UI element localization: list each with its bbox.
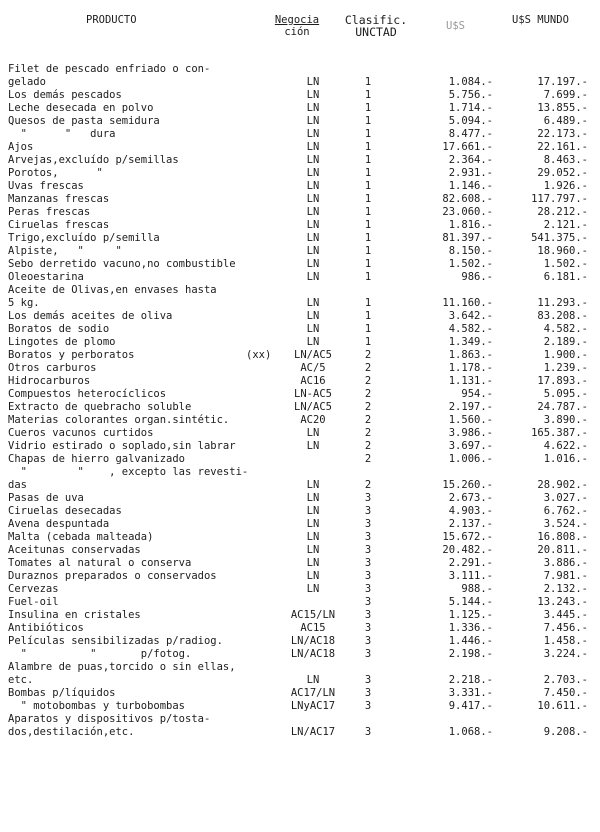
negociacion-cell: LN	[306, 492, 320, 504]
uss-cell: 4.903.-	[448, 505, 493, 517]
clasificacion-cell: 1	[364, 258, 372, 270]
table-row	[0, 102, 600, 115]
negociacion-cell: LN-AC5	[294, 388, 332, 400]
uss-cell: 2.931.-	[448, 167, 493, 179]
table-row	[0, 206, 600, 219]
table-row	[0, 583, 600, 596]
negociacion-cell: LN	[306, 336, 320, 348]
uss-cell: 3.697.-	[448, 440, 493, 452]
uss-mundo-cell: 18.960.-	[537, 245, 588, 257]
negociacion-cell: LN/AC18	[290, 635, 336, 647]
clasificacion-cell: 2	[364, 362, 372, 374]
clasificacion-cell: 1	[364, 128, 372, 140]
negociacion-cell: LN	[306, 258, 320, 270]
uss-cell: 1.446.-	[448, 635, 493, 647]
clasificacion-cell: 1	[364, 193, 372, 205]
clasificacion-cell: 1	[364, 115, 372, 127]
negociacion-cell: LN	[306, 193, 320, 205]
uss-cell: 81.397.-	[442, 232, 493, 244]
producto-cell: Malta (cebada malteada)	[8, 531, 154, 543]
producto-cell: Cervezas	[8, 583, 59, 595]
producto-cell: " " dura	[8, 128, 116, 140]
producto-cell: Peras frescas	[8, 206, 91, 218]
clasificacion-cell: 3	[364, 609, 372, 621]
clasificacion-cell: 1	[364, 245, 372, 257]
table-row	[0, 76, 600, 89]
producto-cell: Los demás aceites de oliva	[8, 310, 173, 322]
table-row	[0, 596, 600, 609]
negociacion-cell: LN	[306, 89, 320, 101]
producto-cell: Oleoestarina	[8, 271, 84, 283]
clasificacion-cell: 3	[364, 635, 372, 647]
table-row	[0, 336, 600, 349]
producto-cell: Bombas p/líquidos	[8, 687, 116, 699]
negociacion-cell: LN	[306, 674, 320, 686]
producto-cell: Uvas frescas	[8, 180, 84, 192]
table-row	[0, 323, 600, 336]
clasificacion-cell: 1	[364, 323, 372, 335]
clasificacion-cell: 1	[364, 141, 372, 153]
clasificacion-cell: 3	[364, 492, 372, 504]
producto-cell: Manzanas frescas	[8, 193, 110, 205]
uss-mundo-cell: 541.375.-	[531, 232, 588, 244]
table-row	[0, 570, 600, 583]
clasificacion-cell: 2	[364, 427, 372, 439]
uss-mundo-cell: 2.121.-	[543, 219, 588, 231]
uss-cell: 3.111.-	[448, 570, 493, 582]
table-row	[0, 479, 600, 492]
uss-cell: 5.756.-	[448, 89, 493, 101]
negociacion-cell: LN	[306, 427, 320, 439]
negociacion-cell: LN	[306, 180, 320, 192]
uss-cell: 23.060.-	[442, 206, 493, 218]
uss-mundo-cell: 1.502.-	[543, 258, 588, 270]
producto-cell: Compuestos heterocíclicos	[8, 388, 167, 400]
clasificacion-cell: 1	[364, 232, 372, 244]
table-row	[0, 362, 600, 375]
uss-cell: 1.125.-	[448, 609, 493, 621]
uss-cell: 2.673.-	[448, 492, 493, 504]
producto-cell: etc.	[8, 674, 34, 686]
negociacion-cell: LN	[306, 440, 320, 452]
table-row	[0, 349, 600, 362]
uss-mundo-cell: 4.582.-	[543, 323, 588, 335]
table-row	[0, 167, 600, 180]
producto-cell: " motobombas y turbobombas	[8, 700, 186, 712]
clasificacion-cell: 3	[364, 518, 372, 530]
clasificacion-cell: 3	[364, 687, 372, 699]
table-row	[0, 726, 600, 739]
uss-mundo-cell: 1.016.-	[543, 453, 588, 465]
table-row	[0, 154, 600, 167]
uss-mundo-cell: 29.052.-	[537, 167, 588, 179]
table-row	[0, 466, 600, 479]
table-row	[0, 219, 600, 232]
negociacion-cell: LN/AC18	[290, 648, 336, 660]
negociacion-cell: LN	[306, 141, 320, 153]
table-row	[0, 518, 600, 531]
negociacion-cell: AC15/LN	[290, 609, 336, 621]
table-row	[0, 505, 600, 518]
producto-cell: Materias colorantes organ.sintétic.	[8, 414, 230, 426]
table-row	[0, 687, 600, 700]
table-row	[0, 401, 600, 414]
producto-cell: Fuel-oil	[8, 596, 59, 608]
producto-cell: Pasas de uva	[8, 492, 84, 504]
clasificacion-cell: 3	[364, 583, 372, 595]
negociacion-cell: LN	[306, 479, 320, 491]
negociacion-cell: LN	[306, 323, 320, 335]
producto-cell: Ciruelas frescas	[8, 219, 110, 231]
negociacion-cell: LN	[306, 544, 320, 556]
clasificacion-cell: 3	[364, 596, 372, 608]
uss-mundo-cell: 1.926.-	[543, 180, 588, 192]
clasificacion-cell: 3	[364, 505, 372, 517]
uss-cell: 1.502.-	[448, 258, 493, 270]
uss-cell: 9.417.-	[448, 700, 493, 712]
negociacion-cell: LN	[306, 154, 320, 166]
uss-cell: 988.-	[461, 583, 493, 595]
producto-cell: Películas sensibilizadas p/radiog.	[8, 635, 223, 647]
uss-cell: 8.477.-	[448, 128, 493, 140]
uss-mundo-cell: 4.622.-	[543, 440, 588, 452]
uss-cell: 1.006.-	[448, 453, 493, 465]
uss-cell: 5.094.-	[448, 115, 493, 127]
uss-mundo-cell: 13.243.-	[537, 596, 588, 608]
negociacion-cell: AC15	[300, 622, 326, 634]
uss-mundo-cell: 17.197.-	[537, 76, 588, 88]
uss-cell: 2.291.-	[448, 557, 493, 569]
table-row	[0, 63, 600, 76]
clasificacion-cell: 3	[364, 531, 372, 543]
table-row	[0, 193, 600, 206]
uss-mundo-cell: 1.239.-	[543, 362, 588, 374]
producto-cell: Hidrocarburos	[8, 375, 91, 387]
table-row	[0, 661, 600, 674]
producto-cell: Tomates al natural o conserva	[8, 557, 192, 569]
uss-mundo-cell: 22.161.-	[537, 141, 588, 153]
negociacion-cell: LN	[306, 115, 320, 127]
uss-mundo-cell: 22.173.-	[537, 128, 588, 140]
negociacion-cell: LN	[306, 102, 320, 114]
negociacion-cell: LN	[306, 128, 320, 140]
table-row	[0, 609, 600, 622]
uss-cell: 4.582.-	[448, 323, 493, 335]
uss-cell: 15.672.-	[442, 531, 493, 543]
table-row	[0, 557, 600, 570]
producto-cell: " " p/fotog.	[8, 648, 192, 660]
uss-cell: 8.150.-	[448, 245, 493, 257]
uss-cell: 2.218.-	[448, 674, 493, 686]
uss-mundo-cell: 7.981.-	[543, 570, 588, 582]
header-uss-mundo: U$S MUNDO	[512, 14, 569, 26]
producto-cell: Quesos de pasta semidura	[8, 115, 160, 127]
uss-mundo-cell: 2.189.-	[543, 336, 588, 348]
uss-cell: 3.331.-	[448, 687, 493, 699]
uss-cell: 2.364.-	[448, 154, 493, 166]
uss-mundo-cell: 1.458.-	[543, 635, 588, 647]
clasificacion-cell: 2	[364, 453, 372, 465]
clasificacion-cell: 1	[364, 297, 372, 309]
uss-mundo-cell: 2.132.-	[543, 583, 588, 595]
uss-cell: 1.816.-	[448, 219, 493, 231]
table-row	[0, 713, 600, 726]
clasificacion-cell: 2	[364, 440, 372, 452]
producto-cell: Los demás pescados	[8, 89, 122, 101]
uss-cell: 1.714.-	[448, 102, 493, 114]
negociacion-cell: LN	[306, 583, 320, 595]
clasificacion-cell: 2	[364, 414, 372, 426]
table-row	[0, 635, 600, 648]
producto-cell: Duraznos preparados o conservados	[8, 570, 217, 582]
producto-cell: Aparatos y dispositivos p/tosta-	[8, 713, 211, 725]
negociacion-cell: LN/AC5	[294, 349, 332, 361]
clasificacion-cell: 3	[364, 544, 372, 556]
table-row	[0, 648, 600, 661]
uss-mundo-cell: 1.900.-	[543, 349, 588, 361]
negociacion-cell: LN	[306, 518, 320, 530]
clasificacion-cell: 1	[364, 102, 372, 114]
uss-mundo-cell: 10.611.-	[537, 700, 588, 712]
table-row	[0, 245, 600, 258]
negociacion-cell: AC16	[300, 375, 326, 387]
clasificacion-cell: 1	[364, 310, 372, 322]
table-row	[0, 427, 600, 440]
uss-mundo-cell: 11.293.-	[537, 297, 588, 309]
table-row	[0, 375, 600, 388]
table-row	[0, 310, 600, 323]
table-row	[0, 89, 600, 102]
uss-cell: 15.260.-	[442, 479, 493, 491]
table-row	[0, 492, 600, 505]
clasificacion-cell: 2	[364, 375, 372, 387]
clasificacion-cell: 1	[364, 271, 372, 283]
uss-cell: 2.137.-	[448, 518, 493, 530]
uss-cell: 17.661.-	[442, 141, 493, 153]
uss-cell: 1.131.-	[448, 375, 493, 387]
uss-mundo-cell: 8.463.-	[543, 154, 588, 166]
uss-mundo-cell: 28.212.-	[537, 206, 588, 218]
producto-cell: Avena despuntada	[8, 518, 110, 530]
producto-cell: Aceite de Olivas,en envases hasta	[8, 284, 217, 296]
uss-cell: 82.608.-	[442, 193, 493, 205]
negociacion-cell: LN	[306, 245, 320, 257]
table-row	[0, 414, 600, 427]
producto-cell: Ajos	[8, 141, 34, 153]
uss-cell: 1.146.-	[448, 180, 493, 192]
table-row	[0, 232, 600, 245]
uss-mundo-cell: 5.095.-	[543, 388, 588, 400]
table-row	[0, 388, 600, 401]
clasificacion-cell: 3	[364, 700, 372, 712]
negociacion-cell: LN	[306, 570, 320, 582]
clasificacion-cell: 1	[364, 167, 372, 179]
clasificacion-cell: 2	[364, 388, 372, 400]
uss-cell: 954.-	[461, 388, 493, 400]
producto-cell: 5 kg.	[8, 297, 40, 309]
negociacion-cell: LN	[306, 232, 320, 244]
clasificacion-cell: 2	[364, 401, 372, 413]
uss-cell: 2.198.-	[448, 648, 493, 660]
clasificacion-cell: 1	[364, 154, 372, 166]
uss-mundo-cell: 9.208.-	[543, 726, 588, 738]
clasificacion-cell: 1	[364, 89, 372, 101]
clasificacion-cell: 3	[364, 726, 372, 738]
table-row	[0, 700, 600, 713]
uss-mundo-cell: 20.811.-	[537, 544, 588, 556]
producto-cell: Porotos, "	[8, 167, 103, 179]
uss-mundo-cell: 83.208.-	[537, 310, 588, 322]
uss-mundo-cell: 16.808.-	[537, 531, 588, 543]
uss-mundo-cell: 165.387.-	[531, 427, 588, 439]
header-producto: PRODUCTO	[86, 14, 137, 26]
producto-cell: Sebo derretido vacuno,no combustible	[8, 258, 236, 270]
uss-cell: 3.986.-	[448, 427, 493, 439]
table-row	[0, 115, 600, 128]
header-uss: U$S	[446, 20, 465, 32]
table-row	[0, 128, 600, 141]
uss-mundo-cell: 117.797.-	[531, 193, 588, 205]
producto-cell: Insulina en cristales	[8, 609, 141, 621]
uss-cell: 5.144.-	[448, 596, 493, 608]
uss-mundo-cell: 3.445.-	[543, 609, 588, 621]
uss-mundo-cell: 7.699.-	[543, 89, 588, 101]
producto-cell: Arvejas,excluído p/semillas	[8, 154, 179, 166]
table-row	[0, 440, 600, 453]
uss-mundo-cell: 3.890.-	[543, 414, 588, 426]
negociacion-cell: AC17/LN	[290, 687, 336, 699]
producto-cell: Filet de pescado enfriado o con-	[8, 63, 211, 75]
uss-mundo-cell: 3.524.-	[543, 518, 588, 530]
producto-cell: Otros carburos	[8, 362, 97, 374]
uss-cell: 1.084.-	[448, 76, 493, 88]
table-row	[0, 258, 600, 271]
uss-mundo-cell: 17.893.-	[537, 375, 588, 387]
table-row	[0, 531, 600, 544]
negociacion-cell: LN	[306, 505, 320, 517]
producto-cell: Leche desecada en polvo	[8, 102, 154, 114]
producto-cell: Vidrio estirado o soplado,sin labrar	[8, 440, 236, 452]
uss-cell: 1.863.-	[448, 349, 493, 361]
uss-mundo-cell: 7.456.-	[543, 622, 588, 634]
uss-mundo-cell: 3.224.-	[543, 648, 588, 660]
clasificacion-cell: 3	[364, 648, 372, 660]
producto-cell: Extracto de quebracho soluble	[8, 401, 192, 413]
negociacion-cell: LN/AC17	[290, 726, 336, 738]
producto-cell: Boratos de sodio	[8, 323, 110, 335]
uss-cell: 1.336.-	[448, 622, 493, 634]
uss-cell: 1.349.-	[448, 336, 493, 348]
uss-cell: 1.560.-	[448, 414, 493, 426]
producto-cell: Alambre de puas,torcido o sin ellas,	[8, 661, 236, 673]
clasificacion-cell: 3	[364, 622, 372, 634]
producto-cell: gelado	[8, 76, 46, 88]
note-cell: (xx)	[246, 349, 272, 361]
table-row	[0, 544, 600, 557]
table-row	[0, 622, 600, 635]
clasificacion-cell: 3	[364, 557, 372, 569]
producto-cell: " " , excepto las revesti-	[8, 466, 249, 478]
clasificacion-cell: 1	[364, 180, 372, 192]
uss-cell: 986.-	[461, 271, 493, 283]
producto-cell: Trigo,excluído p/semilla	[8, 232, 160, 244]
clasificacion-cell: 1	[364, 336, 372, 348]
uss-mundo-cell: 6.762.-	[543, 505, 588, 517]
uss-mundo-cell: 3.027.-	[543, 492, 588, 504]
clasificacion-cell: 1	[364, 219, 372, 231]
negociacion-cell: LN	[306, 297, 320, 309]
uss-mundo-cell: 28.902.-	[537, 479, 588, 491]
table-row	[0, 674, 600, 687]
table-row	[0, 180, 600, 193]
negociacion-cell: AC/5	[300, 362, 326, 374]
uss-mundo-cell: 7.450.-	[543, 687, 588, 699]
negociacion-cell: LN	[306, 167, 320, 179]
producto-cell: Aceitunas conservadas	[8, 544, 141, 556]
negociacion-cell: LN	[306, 531, 320, 543]
clasificacion-cell: 1	[364, 76, 372, 88]
producto-cell: Lingotes de plomo	[8, 336, 116, 348]
uss-cell: 1.068.-	[448, 726, 493, 738]
negociacion-cell: LN	[306, 76, 320, 88]
uss-cell: 11.160.-	[442, 297, 493, 309]
producto-cell: Chapas de hierro galvanizado	[8, 453, 186, 465]
uss-mundo-cell: 6.181.-	[543, 271, 588, 283]
producto-cell: Antibióticos	[8, 622, 84, 634]
clasificacion-cell: 3	[364, 674, 372, 686]
header-negociacion: Negocia ción	[274, 14, 320, 38]
producto-cell: Cueros vacunos curtidos	[8, 427, 154, 439]
negociacion-cell: LN	[306, 206, 320, 218]
negociacion-cell: LN	[306, 219, 320, 231]
clasificacion-cell: 3	[364, 570, 372, 582]
producto-cell: Alpiste, " "	[8, 245, 122, 257]
clasificacion-cell: 1	[364, 206, 372, 218]
negociacion-cell: LN	[306, 271, 320, 283]
uss-cell: 3.642.-	[448, 310, 493, 322]
negociacion-cell: LN	[306, 557, 320, 569]
negociacion-cell: AC20	[300, 414, 326, 426]
table-row	[0, 271, 600, 284]
header-clasificacion: Clasific. UNCTAD	[344, 13, 408, 39]
clasificacion-cell: 2	[364, 349, 372, 361]
producto-cell: Ciruelas desecadas	[8, 505, 122, 517]
negociacion-cell: LNyAC17	[290, 700, 336, 712]
producto-cell: dos,destilación,etc.	[8, 726, 135, 738]
uss-mundo-cell: 3.886.-	[543, 557, 588, 569]
negociacion-cell: LN	[306, 310, 320, 322]
table-row	[0, 297, 600, 310]
producto-cell: Boratos y perboratos	[8, 349, 135, 361]
uss-cell: 2.197.-	[448, 401, 493, 413]
uss-mundo-cell: 6.489.-	[543, 115, 588, 127]
table-row	[0, 453, 600, 466]
uss-cell: 1.178.-	[448, 362, 493, 374]
table-row	[0, 141, 600, 154]
uss-mundo-cell: 24.787.-	[537, 401, 588, 413]
uss-mundo-cell: 13.855.-	[537, 102, 588, 114]
uss-cell: 20.482.-	[442, 544, 493, 556]
uss-mundo-cell: 2.703.-	[543, 674, 588, 686]
clasificacion-cell: 2	[364, 479, 372, 491]
table-row	[0, 284, 600, 297]
producto-cell: das	[8, 479, 27, 491]
negociacion-cell: LN/AC5	[294, 401, 332, 413]
